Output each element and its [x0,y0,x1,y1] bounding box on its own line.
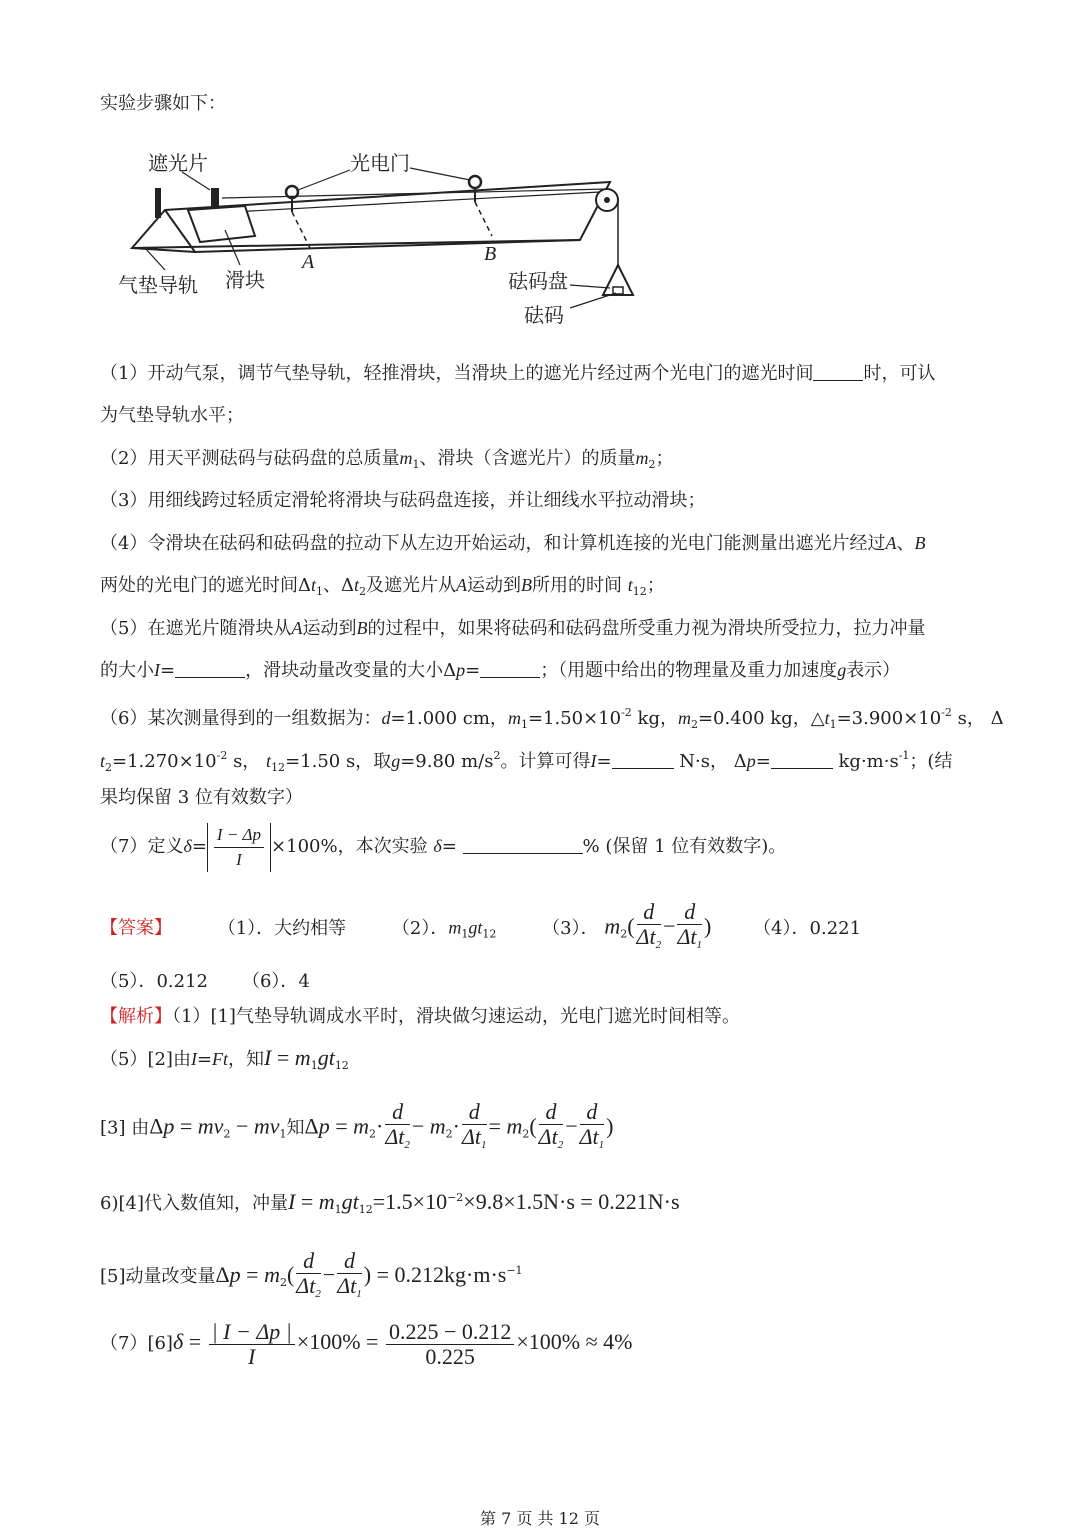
step-1-line-1: （1）开动气泵，调节气垫导轨，轻推滑块，当滑块上的遮光片经过两个光电门的遮光时间 时，可认 [100,363,936,384]
step-6-line-3: 果均保留 3 位有效数字） [100,787,303,808]
analysis-line-4: 6)[4]代入数值知，冲量$I = m_1gt_{12}=1.5\times 10^{-2}\times 9.8\times 1.5N\cdot s = 0.221N\cdot s$ [100,1189,680,1216]
analysis-line-2: （5）[2]由I=Ft，知$I = m_1gt_{12}$ [100,1045,349,1072]
label-weight: 砝码 [524,303,564,327]
step-4-line-2: 两处的光电门的遮光时间$\Delta t_1$、$\Delta t_2$及遮光片从A运动到B所用的时间 $t_{12}$； [100,575,665,598]
step-6-line-1: （6）某次测量得到的一组数据为：d=1.000 cm，$m_1=1.50\times 10^{-2}$ kg，$m_2=0.400$ kg，$\triangle t_1=3.900\times 10^{-2}$ s， Δ [100,706,1004,731]
step-2: （2）用天平测砝码与砝码盘的总质量$m_1$、滑块（含遮光片）的质量$m_2$； [100,448,674,471]
step-1-line-2: 为气垫导轨水平； [100,405,244,426]
end-post [155,188,161,218]
answer-line: 【答案】 （1）．大约相等 （2）．$m_1gt_{12}$ （3）． $m_2$( $\frac{d}{\Delta t_2}$ − $\frac{d}{\Delta t_1}$ ) （4）．0.221 [100,899,862,951]
apparatus-figure [110,140,670,340]
answer-tag: 【答案】 [100,917,172,939]
analysis-line-6: （7）[6]δ = $\frac{| I - \Delta p |}{I}$ ×100% = $\frac{0.225 - 0.212}{0.225}$ ×100% ≈ 4% [100,1318,633,1369]
analysis-tag: 【解析】 [100,1006,172,1027]
step-6-line-2: $t_2=1.270\times 10^{-2}$ s， $t_{12}=1.50$ s，取g=9.80 $m/s^2$。计算可得I= N·s， $\Delta p= kg\cdot m\cdot s^{-1}$；(结 [100,749,953,774]
step-7: （7）定义δ= $\frac{I - \Delta p}{I}$ ×100%，本次实验 δ= % (保留 1 位有效数字)。 [100,822,786,872]
analysis-line-1: 【解析】（1）[1]气垫导轨调成水平时，滑块做匀速运动，光电门遮光时间相等。 [100,1006,740,1027]
step-4-line-1: （4）令滑块在砝码和砝码盘的拉动下从左边开始运动，和计算机连接的光电门能测量出遮光片经过A、B [100,533,926,554]
label-point-a: A [302,251,315,273]
step-3: （3）用细线跨过轻质定滑轮将滑块与砝码盘连接，并让细线水平拉动滑块； [100,490,706,511]
intro-text: 实验步骤如下： [100,93,226,114]
analysis-line-5: [5]动量改变量$\Delta p = m_2$( $\frac{d}{\Delta t_2}$ − $\frac{d}{\Delta t_1}$ ) = $0.212kg\cdot m\cdot s^{-1}$ [100,1247,523,1300]
label-point-b: B [484,243,497,265]
label-slider: 滑块 [225,268,265,292]
step-5-line-2: 的大小I= ，滑块动量改变量的大小Δp= ；（用题中给出的物理量及重力加速度g表示） [100,660,901,681]
analysis-line-3: [3] 由$\Delta p = mv_2 - mv_1$知$\Delta p = m_2\cdot$ $\frac{d}{\Delta t_2}$ − $m_2\cdot$ $\frac{d}{\Delta t_1}$ = $m_2$( $\frac{d}{\Delta t_2}$ − $\frac{d}{\Delta t_1}$ ) [100,1099,614,1151]
shutter-plate [211,188,219,206]
label-gate: 光电门 [350,151,410,175]
page-footer: 第 7 页 共 12 页 [480,1509,600,1528]
answer-line-2: （5）．0.212 （6）．4 [100,971,310,992]
photogate-b [469,176,481,188]
label-pan: 砝码盘 [508,269,568,293]
slider-block [188,206,255,242]
label-rail: 气垫导轨 [118,273,198,297]
label-shutter: 遮光片 [148,151,208,175]
step-5-line-1: （5）在遮光片随滑块从A运动到B的过程中，如果将砝码和砝码盘所受重力视为滑块所受拉力，拉力冲量 [100,618,926,639]
